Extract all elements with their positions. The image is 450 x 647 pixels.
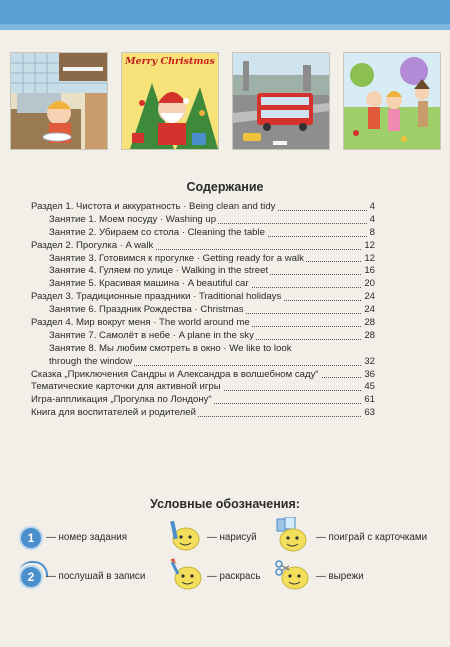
- toc-entry-title: Занятие 8. Мы любим смотреть в окно · We like to look: [49, 342, 292, 354]
- listen-number-badge: 2: [21, 567, 41, 587]
- toc-entry-title: Занятие 7. Самолёт в небе · A plane in the sky: [49, 329, 254, 341]
- legend-play-cards: — поиграй с карточками: [316, 532, 428, 543]
- toc-entry-page: 24: [364, 304, 375, 316]
- legend-task-number: — номер задания: [46, 532, 128, 543]
- toc-entry: [31, 369, 375, 382]
- toc-entry-title: Занятие 3. Готовимся к прогулке · Getting ready for a walk: [49, 252, 304, 264]
- london-street-illustration: [232, 52, 330, 150]
- toc-entry-page: 24: [364, 291, 375, 303]
- toc-entry: [31, 214, 375, 227]
- toc-entry: [31, 278, 375, 291]
- toc-entry: [31, 381, 375, 394]
- toc-entry-title: Занятие 6. Праздник Рождества · Christmas: [49, 304, 244, 316]
- toc-entry-page: 36: [364, 368, 375, 380]
- toc-entry-title: Раздел 1. Чистота и аккуратность · Being clean and tidy: [31, 201, 276, 212]
- toc-entry-title: Книга для воспитателей и родителей: [31, 407, 196, 419]
- toc-entry: [31, 356, 375, 369]
- kitchen-illustration: [10, 52, 108, 150]
- top-color-bar: [0, 0, 450, 30]
- toc-entry-page: 28: [364, 329, 375, 341]
- toc-entry-page: 4: [369, 201, 375, 212]
- toc-entry-page: 8: [369, 226, 375, 238]
- toc-entry-title: Раздел 3. Традиционные праздники · Traditional holidays: [31, 291, 282, 303]
- toc-entry-page: 45: [364, 381, 375, 393]
- toc-entry: [31, 407, 375, 420]
- toc-entry-page: 28: [364, 317, 375, 329]
- illustration-strip: [10, 52, 442, 148]
- toc-entry-title: Занятие 4. Гуляем по улице · Walking in the street: [49, 265, 269, 277]
- toc-entry-page: 12: [364, 239, 375, 251]
- color-brush-icon: [168, 558, 204, 592]
- toc-entry: [31, 201, 375, 214]
- toc-title: Содержание: [186, 180, 264, 194]
- legend-draw: — нарисуй: [207, 532, 257, 543]
- toc-entry-page: 12: [364, 252, 375, 264]
- toc-entry: [31, 304, 375, 317]
- toc-entry-page: 16: [364, 265, 375, 277]
- toc-entry-title: Занятие 2. Убираем со стола · Cleaning the table: [49, 226, 265, 238]
- toc-entry: [31, 343, 375, 356]
- task-number-badge: 1: [21, 528, 41, 548]
- toc-entry-title: Раздел 2. Прогулка · A walk: [31, 239, 154, 251]
- toc-entry: [31, 227, 375, 240]
- toc-entry-page: 61: [364, 394, 375, 406]
- draw-icon: [168, 519, 204, 553]
- toc-entry-page: 63: [364, 407, 375, 419]
- legend-cut: — вырежи: [316, 571, 364, 582]
- toc-entry: [31, 330, 375, 343]
- toc-entry-page: 20: [364, 278, 375, 290]
- scissors-icon: [273, 558, 313, 592]
- toc-entry: [31, 394, 375, 407]
- toc-entry: [31, 240, 375, 253]
- toc-entry-page: 4: [369, 213, 375, 225]
- garden-illustration: [343, 52, 441, 150]
- toc-entry-title: Игра-аппликация „Прогулка по Лондону“: [31, 394, 212, 406]
- toc-entry-title: Занятие 1. Моем посуду · Washing up: [49, 213, 217, 225]
- toc-entry-page: 32: [364, 355, 375, 367]
- christmas-illustration: [121, 52, 219, 150]
- legend-listen: — послушай в записи: [46, 571, 146, 582]
- toc-entry: [31, 265, 375, 278]
- toc-entry-title: Тематические карточки для активной игры: [31, 381, 221, 393]
- toc-entry: [31, 317, 375, 330]
- toc-entry: [31, 253, 375, 266]
- christmas-caption: Merry Christmas: [125, 56, 215, 67]
- toc-entry: [31, 291, 375, 304]
- toc-entry-title: Раздел 4. Мир вокруг меня · The world around me: [31, 317, 250, 329]
- table-of-contents: [31, 201, 375, 420]
- toc-entry-title: Занятие 5. Красивая машина · A beautiful car: [49, 278, 249, 290]
- toc-entry-title: Сказка „Приключения Сандры и Александра в волшебном саду“: [31, 368, 319, 380]
- legend-color: — раскрась: [207, 571, 261, 582]
- play-cards-icon: [273, 517, 313, 553]
- legend-title: Условные обозначения:: [150, 497, 300, 511]
- toc-entry-title: through the window: [49, 355, 133, 367]
